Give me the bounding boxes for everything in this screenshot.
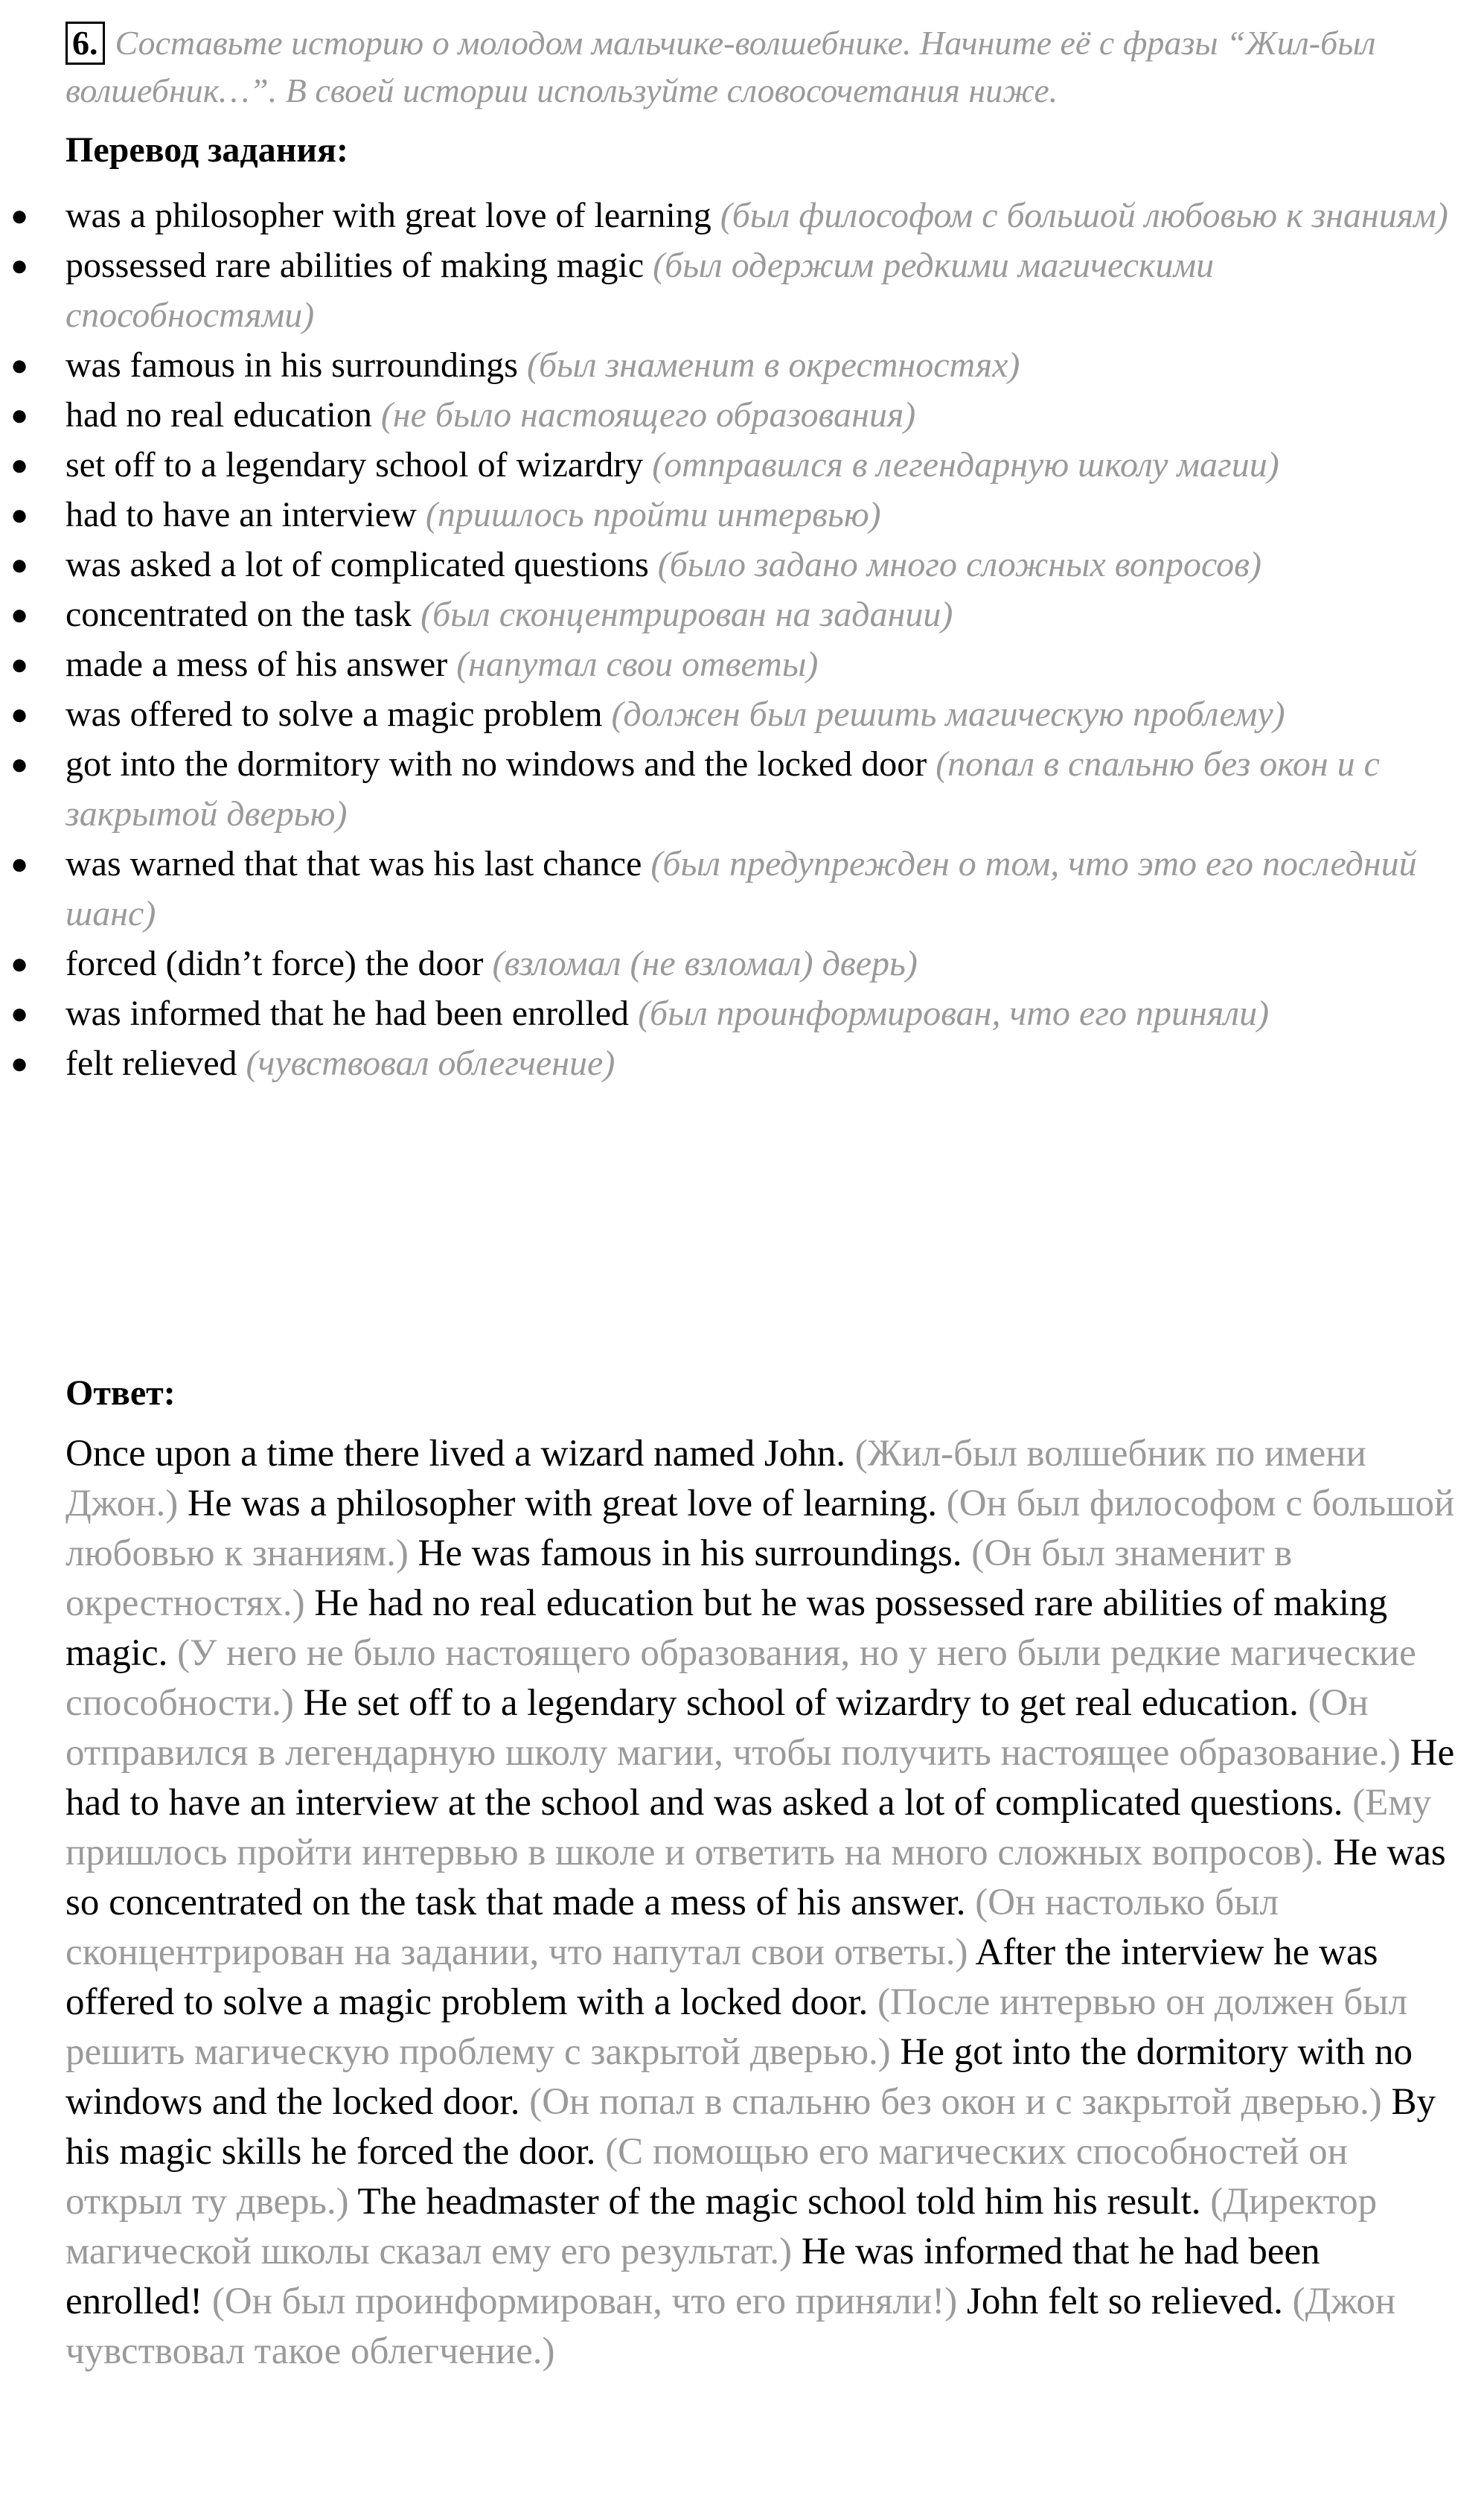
- task-header: [65, 19, 1465, 115]
- phrase-en: concentrated on the task: [65, 595, 412, 634]
- bullet-icon: ●: [10, 598, 29, 631]
- phrase-item: [0, 1038, 1484, 1088]
- phrase-en: was a philosopher with great love of learning: [65, 196, 711, 235]
- phrase-ru: (попал в спальню без окон и с закрытой дверью): [65, 744, 1380, 834]
- bullet-icon: ●: [10, 348, 29, 382]
- answer-en: He was so concentrated on the task that made a mess of his answer.: [65, 1832, 1446, 1923]
- phrase-item: [0, 590, 1484, 639]
- phrase-ru: (был проинформирован, что его приняли): [638, 994, 1270, 1033]
- phrase-ru: (не было настоящего образования): [380, 395, 916, 435]
- phrase-ru: (пришлось пройти интервью): [425, 495, 881, 534]
- phrase-ru: (было задано много сложных вопросов): [657, 545, 1261, 584]
- phrase-ru: (был философом с большой любовью к знаниям): [720, 196, 1448, 235]
- phrase-en: got into the dormitory with no windows and the locked door: [65, 744, 927, 784]
- bullet-icon: ●: [10, 249, 29, 282]
- answer-ru: (Он настолько был сконцентрирован на задании, что напутал свои ответы.): [65, 1882, 1279, 1973]
- phrase-item: [0, 839, 1484, 939]
- phrase-item: [0, 988, 1484, 1038]
- phrase-ru: (был предупрежден о том, что это его последний шанс): [65, 844, 1417, 933]
- phrase-en: felt relieved: [65, 1044, 237, 1083]
- phrase-item: [0, 390, 1484, 440]
- answer-en: He was famous in his surroundings.: [418, 1533, 962, 1574]
- answer-en: The headmaster of the magic school told him his result.: [357, 2181, 1201, 2223]
- phrase-en: was famous in his surroundings: [65, 345, 518, 385]
- phrase-item: [0, 490, 1484, 540]
- bullet-icon: ●: [10, 747, 29, 781]
- phrase-ru: (должен был решить магическую проблему): [611, 694, 1285, 734]
- answer-en: He was informed that he had been enrolled!: [65, 2231, 1320, 2322]
- phrase-item: [0, 689, 1484, 739]
- task-instruction: Составьте историю о молодом мальчике-волшебнике. Начните её с фразы “Жил-был волшебник…”. В своей истории используйте словосочетания ниже.: [65, 24, 1376, 109]
- phrase-item: [0, 340, 1484, 390]
- phrase-ru: (был сконцентрирован на задании): [420, 595, 953, 634]
- answer-en: He was a philosopher with great love of learning.: [188, 1483, 937, 1524]
- bullet-icon: ●: [10, 697, 29, 731]
- bullet-icon: ●: [10, 199, 29, 232]
- phrase-en: made a mess of his answer: [65, 645, 448, 684]
- phrase-ru: (чувствовал облегчение): [246, 1044, 615, 1083]
- answer-ru: (Директор магической школы сказал ему его результат.): [65, 2181, 1378, 2272]
- phrase-en: had to have an interview: [65, 495, 417, 534]
- task-number: 6.: [65, 22, 105, 65]
- phrase-en: set off to a legendary school of wizardry: [65, 445, 644, 485]
- answer-ru: (Жил-был волшебник по имени Джон.): [65, 1433, 1366, 1524]
- phrase-en: forced (didn’t force) the door: [65, 944, 484, 983]
- bullet-icon: ●: [10, 847, 29, 881]
- phrase-item: [0, 191, 1484, 240]
- phrase-item: [0, 639, 1484, 689]
- answer-title: Ответ:: [65, 1373, 176, 1413]
- phrase-ru: (был знаменит в окрестностях): [526, 345, 1020, 385]
- phrase-list: [0, 191, 1484, 1088]
- answer-en: He had no real education but he was possessed rare abilities of making magic.: [65, 1582, 1388, 1674]
- bullet-icon: ●: [10, 997, 29, 1030]
- phrase-en: was asked a lot of complicated questions: [65, 545, 649, 584]
- bullet-icon: ●: [10, 398, 29, 432]
- phrase-ru: (напутал свои ответы): [456, 645, 819, 684]
- phrase-ru: (отправился в легендарную школу магии): [652, 445, 1279, 485]
- phrase-en: was informed that he had been enrolled: [65, 994, 630, 1033]
- bullet-icon: ●: [10, 448, 29, 482]
- phrase-ru: (был одержим редкими магическими способностями): [65, 246, 1215, 335]
- bullet-icon: ●: [10, 648, 29, 681]
- phrase-en: was warned that that was his last chance: [65, 844, 642, 884]
- translation-title: Перевод задания:: [65, 130, 348, 170]
- bullet-icon: ●: [10, 947, 29, 980]
- answer-en: By his magic skills he forced the door.: [65, 2081, 1436, 2173]
- answer-en: He got into the dormitory with no windows and the locked door.: [65, 2031, 1413, 2123]
- answer-ru: (Ему пришлось пройти интервью в школе и ответить на много сложных вопросов).: [65, 1782, 1432, 1873]
- phrase-en: had no real education: [65, 395, 372, 435]
- answer-ru: (С помощью его магических способностей он открыл ту дверь.): [65, 2131, 1348, 2223]
- answer-ru: (После интервью он должен был решить магическую проблему с закрытой дверью.): [65, 1981, 1407, 2073]
- answer-text: [65, 1429, 1465, 2377]
- answer-ru: (Он был знаменит в окрестностях.): [65, 1533, 1293, 1624]
- phrase-ru: (взломал (не взломал) дверь): [492, 944, 918, 983]
- phrase-item: [0, 939, 1484, 988]
- answer-en: He had to have an interview at the school and was asked a lot of complicated questions.: [65, 1732, 1455, 1824]
- phrase-item: [0, 440, 1484, 490]
- bullet-icon: ●: [10, 498, 29, 531]
- phrase-en: was offered to solve a magic problem: [65, 694, 603, 734]
- phrase-item: [0, 739, 1484, 839]
- phrase-item: [0, 240, 1484, 340]
- answer-ru: (У него не было настоящего образования, но у него были редкие магические способности.): [65, 1632, 1416, 1724]
- answer-ru: (Он был проинформирован, что его приняли!): [211, 2281, 958, 2322]
- answer-ru: (Он отправился в легендарную школу магии, чтобы получить настоящее образование.): [65, 1682, 1401, 1774]
- bullet-icon: ●: [10, 548, 29, 581]
- answer-ru: (Он попал в спальню без окон и с закрытой дверью.): [529, 2081, 1382, 2123]
- phrase-en: possessed rare abilities of making magic: [65, 246, 645, 285]
- answer-en: He set off to a legendary school of wizardry to get real education.: [303, 1682, 1299, 1724]
- bullet-icon: ●: [10, 1047, 29, 1080]
- answer-ru: (Джон чувствовал такое облегчение.): [65, 2281, 1396, 2372]
- answer-ru: (Он был философом с большой любовью к знаниям.): [65, 1483, 1455, 1574]
- phrase-item: [0, 540, 1484, 590]
- answer-en: Once upon a time there lived a wizard named John.: [65, 1433, 845, 1475]
- answer-en: John felt so relieved.: [967, 2281, 1283, 2322]
- answer-en: After the interview he was offered to solve a magic problem with a locked door.: [65, 1932, 1378, 2023]
